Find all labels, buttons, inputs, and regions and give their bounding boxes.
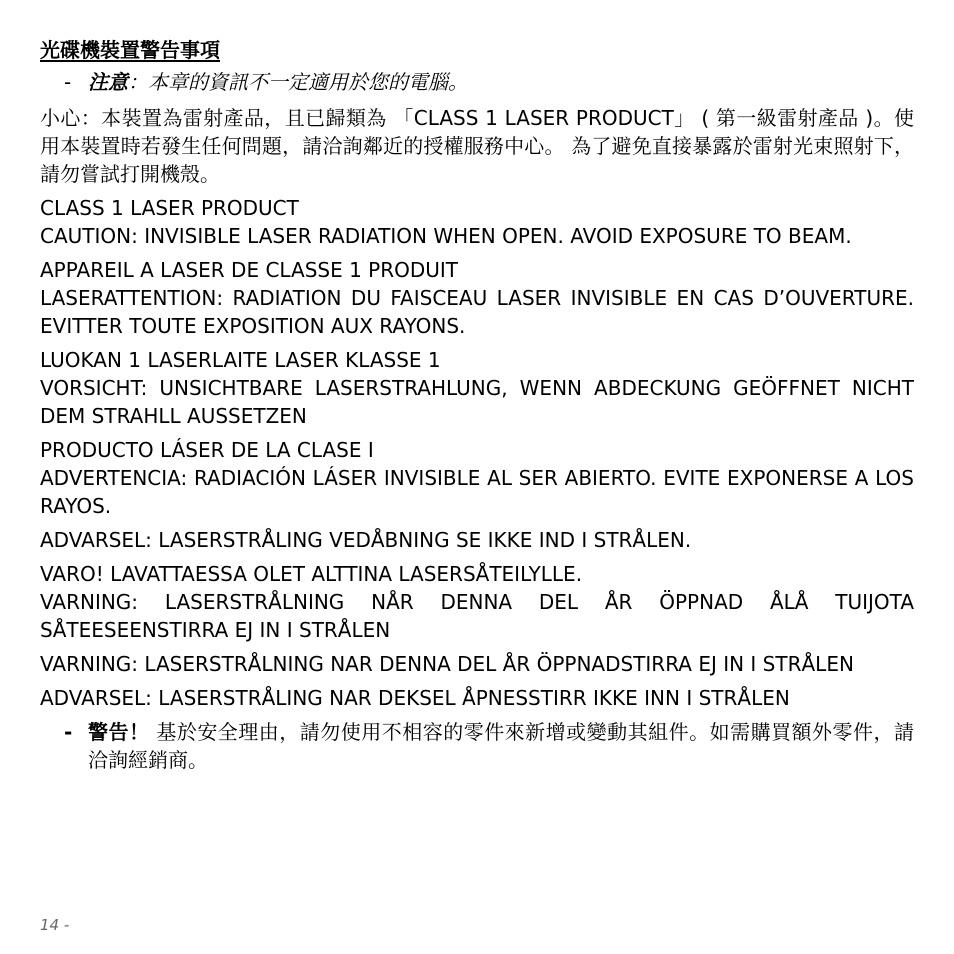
laser-block-text: VORSICHT: UNSICHTBARE LASERSTRAHLUNG, WENN ABDECKUNG GEÖFFNET NICHT DEM STRAHLL AUSSETZEN xyxy=(40,376,914,428)
note-label: 注意 xyxy=(88,70,128,94)
laser-block-title: APPAREIL A LASER DE CLASSE 1 PRODUIT xyxy=(40,258,459,282)
warning-item xyxy=(40,718,914,774)
note-bullet: - xyxy=(64,70,72,94)
warning-bullet: - xyxy=(64,720,73,744)
laser-block-title: CLASS 1 LASER PRODUCT xyxy=(40,196,299,220)
laser-block-text: LASERATTENTION: RADIATION DU FAISCEAU LASER INVISIBLE EN CAS D’OUVERTURE. EVITTER TOUTE EXPOSITION AUX RAYONS. xyxy=(40,286,914,338)
laser-block-es xyxy=(40,436,914,520)
laser-block-fi-sv xyxy=(40,560,914,644)
laser-block-de xyxy=(40,346,914,430)
laser-block-en xyxy=(40,194,914,250)
laser-block-text: VARNING: LASERSTRÅLNING NÅR DENNA DEL ÅR ÖPPNAD ÅLÅ TUIJOTA SÅTEESEENSTIRRA EJ IN I STRÅLEN xyxy=(40,590,914,642)
document-body xyxy=(40,36,914,774)
laser-block-sv xyxy=(40,650,914,678)
laser-block-text: CAUTION: INVISIBLE LASER RADIATION WHEN OPEN. AVOID EXPOSURE TO BEAM. xyxy=(40,224,852,248)
note-item xyxy=(40,68,914,96)
note-text: ：本章的資訊不一定適用於您的電腦。 xyxy=(128,70,468,94)
laser-block-text: ADVERTENCIA: RADIACIÓN LÁSER INVISIBLE AL SER ABIERTO. EVITE EXPONERSE A LOS RAYOS. xyxy=(40,466,914,518)
laser-block-text: ADVARSEL: LASERSTRÅLING NAR DEKSEL ÅPNESSTIRR IKKE INN I STRÅLEN xyxy=(40,686,790,710)
laser-block-title: PRODUCTO LÁSER DE LA CLASE I xyxy=(40,438,374,462)
laser-block-text: ADVARSEL: LASERSTRÅLING VEDÅBNING SE IKKE IND I STRÅLEN. xyxy=(40,528,692,552)
warning-label: 警告！ xyxy=(88,720,150,744)
section-heading: 光碟機裝置警告事項 xyxy=(40,38,220,62)
laser-block-no xyxy=(40,684,914,712)
laser-block-title: VARO! LAVATTAESSA OLET ALTTINA LASERSÅTEILYLLE. xyxy=(40,562,583,586)
caution-paragraph-zh: 小心：本裝置為雷射產品，且已歸類為 「CLASS 1 LASER PRODUCT」 ( 第一級雷射產品 )。使用本裝置時若發生任何問題，請洽詢鄰近的授權服務中心。 為了避免直接暴露於雷射光束照射下，請勿嘗試打開機殼。 xyxy=(40,106,914,186)
laser-block-title: LUOKAN 1 LASERLAITE LASER KLASSE 1 xyxy=(40,348,441,372)
laser-block-fr xyxy=(40,256,914,340)
warning-text: 基於安全理由，請勿使用不相容的零件來新增或變動其組件。如需購買額外零件，請洽詢經銷商。 xyxy=(88,720,915,772)
laser-block-da xyxy=(40,526,914,554)
laser-block-text: VARNING: LASERSTRÅLNING NAR DENNA DEL ÅR ÖPPNADSTIRRA EJ IN I STRÅLEN xyxy=(40,652,854,676)
page-number: 14 - xyxy=(40,916,70,934)
